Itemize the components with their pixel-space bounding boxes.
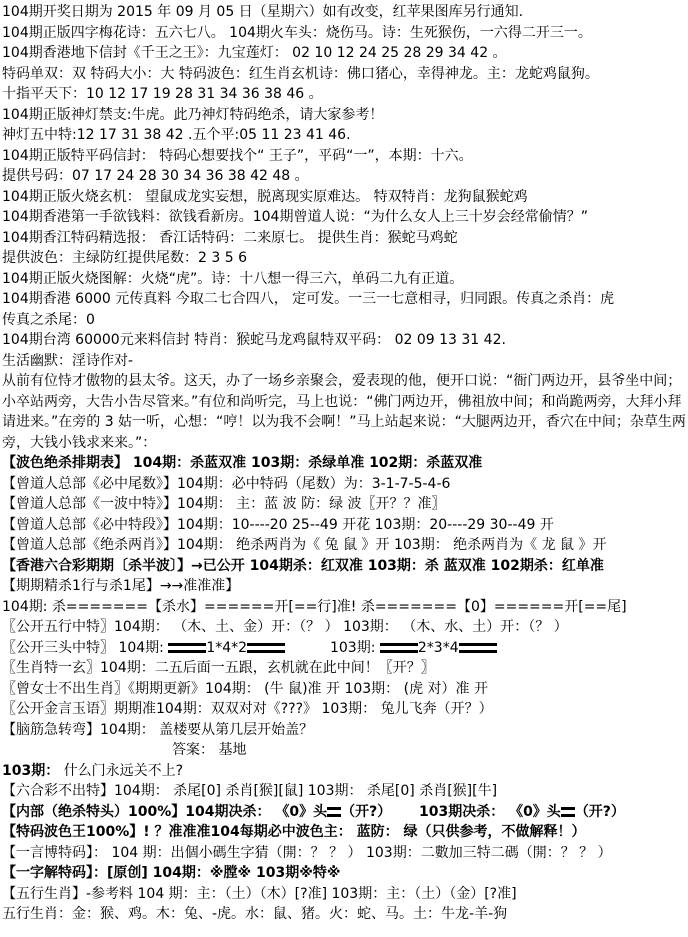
label: 【内部（绝杀特头）100%】104期决杀： 《0》头 bbox=[2, 803, 328, 820]
text-line: 104期正版四字梅花诗：五六七八。 104期火车头：烧伤马。诗：生死猴伤，一六得二开三一。 bbox=[2, 24, 592, 41]
text-line: 104期正版火烧图解：火烧“虎”。诗：十八想一得三六，单码二九有正道。 bbox=[2, 270, 464, 287]
text-line: 【特码波色王100%】! ？准准准104每期必中波色主： 蓝防： 绿（只供参考，不做解释！） bbox=[2, 824, 586, 840]
text-line: 【一字解特码】：[原创] 104期：※膛※ 103期※特※ bbox=[2, 865, 341, 881]
text-line: 【曾道人总部《必中特段》】104期：10----20 25--49 开花 103期：20----29 30--49 开 bbox=[2, 516, 554, 533]
text-line: 【期期精杀1行与杀1尾】→→准准准】 bbox=[2, 578, 240, 594]
text-line: 104期台湾 60000元来料信封 特肖：猴蛇马龙鸡鼠特双平码： 02 09 13 31 42. bbox=[2, 332, 506, 348]
text-line: 〖生肖特一玄〗104期：二五后面一五跟，玄机就在此中间！〖开？〗 bbox=[2, 660, 435, 676]
text-line: 【一言博特码】： 104 期：出個小碼生字猜（開：？ ？ ） 103期：二數加三特二碼（開：？ ？ ） bbox=[2, 844, 612, 861]
text-line: 【香港六合彩期期〔杀半波〕】→已公开 104期杀：红双准 103期：杀 蓝双准 102期杀：红单准 bbox=[2, 557, 604, 574]
text-line: 十指平天下：10 12 17 19 28 31 34 36 38 46 。 bbox=[2, 86, 323, 102]
label: 〖公开三头中特〗 104期: bbox=[2, 639, 164, 656]
text-line: 〖曾女士不出生肖〗《期期更新》104期： (牛 鼠)准 开 103期： (虎 对）准 开 bbox=[2, 680, 488, 697]
label: 103期: bbox=[329, 639, 376, 656]
text-line: 104期香江特码精选报： 香江话特码：二来原七。 提供生肖：猴蛇马鸡蛇 bbox=[2, 229, 458, 246]
joke-paragraph: 从前有位恃才傲物的县太爷。这天，办了一场乡亲聚会，爱表现的他，便开口说：“衙门两边开，县爷坐中间；小卒站两旁，大告小告尽管来。”有位和尚听完，马上也说：“佛门两边开，佛祖放中间；和尚跪两旁，大拜小拜请进来。”在旁的 3 姑一听，心想：“哼！以为我不会啊！”马上站起来说：“大腿两边开，香穴在中间；杂草生两旁，大钱小钱求来来。”： bbox=[2, 373, 686, 451]
value: 1*4*2 bbox=[206, 639, 248, 656]
label: 103期： bbox=[2, 762, 60, 779]
text-line: 104期香港第一手欲钱料：欲钱看新房。104期曾道人说：“为什么女人上三十岁会经常偷情？” bbox=[2, 209, 588, 225]
text-line: 提供波色：主绿防红提供尾数：2 3 5 6 bbox=[2, 250, 247, 266]
text-line: 〖公开五行中特〗104期： （木、土、金）开：（？ ） 103期： （木、水、土）开：（？ ） bbox=[2, 619, 568, 635]
text-line: 神灯五中特:12 17 31 38 42 .五个平:05 11 23 41 46. bbox=[2, 127, 351, 143]
text-line: 生活幽默：淫诗作对- bbox=[2, 352, 134, 369]
text-line: 〖公开金言玉语〗期期准104期：双双对对《???》 103期： 兔儿飞奔（开？） bbox=[2, 701, 493, 717]
text-line: 104期正版神灯禁支:牛虎。此乃神灯特码绝杀，请大家参考！ bbox=[2, 106, 384, 123]
text-line: 104期香港地下信封《千王之王》：九宝莲灯： 02 10 12 24 25 28 29 34 42 。 bbox=[2, 45, 507, 61]
text-line bbox=[2, 802, 686, 823]
text-line: 104期正版特平码信封： 特码心想要找个“ 王子”，平码“一”，本期：十六。 bbox=[2, 147, 473, 164]
bar-glyph bbox=[327, 807, 341, 817]
value: 2*3*4 bbox=[417, 639, 459, 656]
bar-glyph bbox=[459, 643, 497, 653]
bar-glyph bbox=[380, 643, 418, 653]
bar-glyph bbox=[247, 643, 285, 653]
text-line: 104期: 杀=======【杀水】======开[==行]准! 杀=======【0】======开[==尾] bbox=[2, 598, 627, 615]
value: 什么门永远关不上? bbox=[63, 762, 184, 779]
value: （开?） bbox=[341, 803, 392, 820]
text-line: 提供号码：07 17 24 28 30 34 36 38 42 48 。 bbox=[2, 168, 309, 184]
text-line: 答案： 基地 bbox=[172, 742, 247, 758]
text-line: 传真之杀尾：0 bbox=[2, 311, 95, 328]
text-line: 【五行生肖】-参考料 104 期：主：（土）（木）[?准] 103期：主：（土）（金）[?准] bbox=[2, 885, 517, 902]
text-line: 【脑筋急转弯】104期： 盖楼要从第几层开始盖？ bbox=[2, 721, 314, 738]
text-line: 【六合彩不出特】104期： 杀尾[0] 杀肖[猴][鼠] 103期： 杀尾[0] 杀肖[猴][牛] bbox=[2, 783, 498, 799]
bar-glyph bbox=[168, 643, 206, 653]
text-line: 【曾道人总部《绝杀两肖》】104期： 绝杀两肖为《 兔 鼠 》开 103期： 绝杀两肖为《 龙 鼠 》开 bbox=[2, 537, 607, 553]
text-line: 104期开奖日期为 2015 年 09 月 05 日（星期六）如有改变，红苹果图库另行通知. bbox=[2, 4, 524, 20]
text-line: 【曾道人总部《必中尾数》】104期：必中特码（尾数）为：3-1-7-5-4-6 bbox=[2, 475, 451, 492]
label: 103期决杀： 《0》头 bbox=[418, 803, 561, 820]
text-line: 五行生肖：金：猴、鸡。木：兔、-虎。水：鼠、猪。火：蛇、马。土：牛龙-羊-狗 bbox=[2, 906, 508, 922]
text-line bbox=[2, 761, 686, 782]
text-line: 104期香港 6000 元传真料 今取二七合四八， 定可发。一三一七意相寻，归同跟。传真之杀肖：虎 bbox=[2, 291, 615, 307]
text-line bbox=[2, 638, 686, 659]
text-line: 104期正版火烧玄机： 望鼠成龙实妄想，脱离现实原难达。 特双特肖：龙狗鼠猴蛇鸡 bbox=[2, 188, 528, 205]
bar-glyph bbox=[561, 807, 575, 817]
text-line: 【波色绝杀排期表】 104期：杀蓝双准 103期：杀绿单准 102期：杀蓝双准 bbox=[2, 455, 483, 471]
value: （开?） bbox=[574, 803, 625, 820]
text-line: 特码单双：双 特码大小：大 特码波色：红生肖玄机诗：佛口猪心，幸得神龙。主：龙蛇鸡鼠狗。 bbox=[2, 65, 599, 82]
text-line: 【曾道人总部《一波中特》】104期： 主：蓝 波 防：绿 波〖开？？准〗 bbox=[2, 496, 446, 512]
